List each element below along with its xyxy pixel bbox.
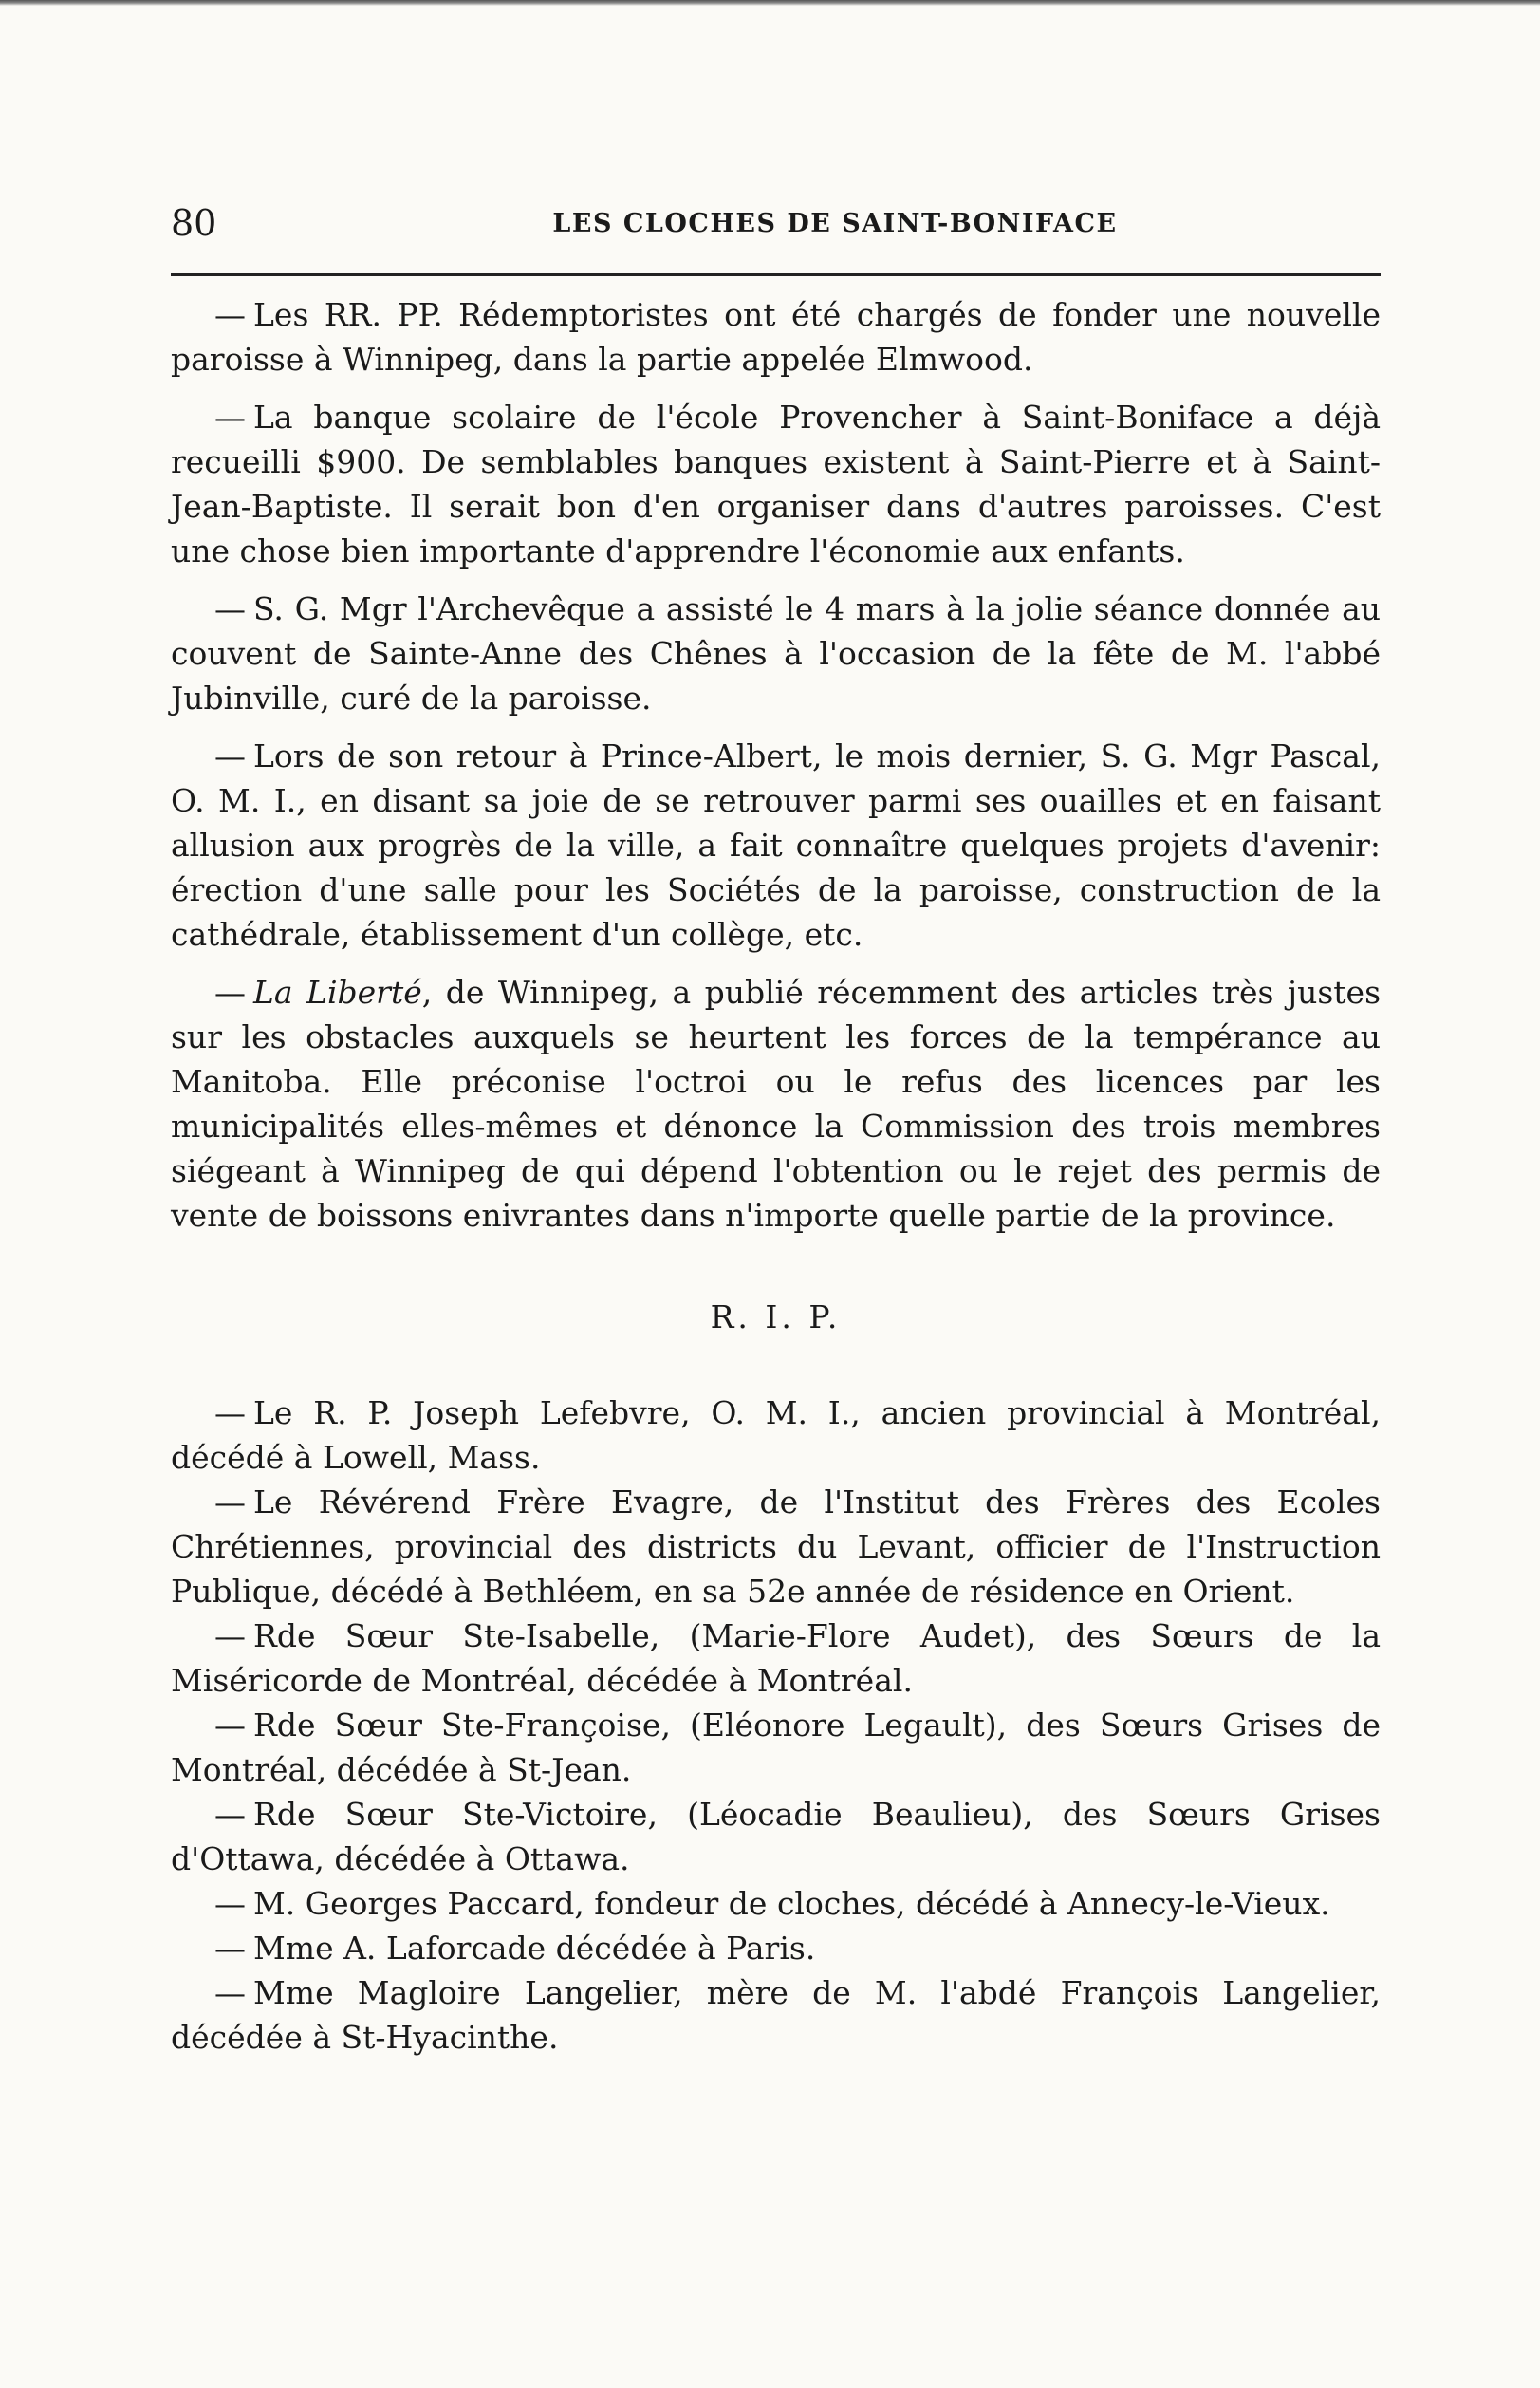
dash: — xyxy=(214,590,246,627)
newspaper-title: La Liberté xyxy=(253,974,422,1011)
scan-edge xyxy=(0,0,1540,6)
obituary-entry xyxy=(171,1390,1381,1480)
page-body xyxy=(171,292,1381,2060)
page-header xyxy=(171,199,1376,256)
entry-text: Rde Sœur Ste-Isabelle, (Marie-Flore Audet), des Sœurs de la Miséricorde de Montréal, décédée à Montréal. xyxy=(171,1617,1381,1699)
obituary-entry xyxy=(171,1614,1381,1703)
entry-text: Rde Sœur Ste-Françoise, (Eléonore Legault), des Sœurs Grises de Montréal, décédée à St-Jean. xyxy=(171,1707,1381,1788)
obituary-entry xyxy=(171,1926,1381,1970)
obituary-entry xyxy=(171,1970,1381,2060)
paragraph-text: S. G. Mgr l'Archevêque a assisté le 4 mars à la jolie séance donnée au couvent de Sainte-Anne des Chênes à l'occasion de la fête de M. l'abbé Jubinville, curé de la paroisse. xyxy=(171,590,1381,717)
entry-text: Rde Sœur Ste-Victoire, (Léocadie Beaulieu), des Sœurs Grises d'Ottawa, décédée à Ottawa. xyxy=(171,1796,1381,1877)
entry-text: M. Georges Paccard, fondeur de cloches, décédé à Annecy-le-Vieux. xyxy=(253,1885,1330,1922)
dash: — xyxy=(214,974,246,1011)
dash: — xyxy=(214,1617,246,1654)
dash: — xyxy=(214,1885,246,1922)
entry-text: Le Révérend Frère Evagre, de l'Institut des Frères des Ecoles Chrétiennes, provincial des districts du Levant, officier de l'Instruction Publique, décédé à Bethléem, en sa 52e année de résidence en Orient. xyxy=(171,1483,1381,1610)
dash: — xyxy=(214,1483,246,1520)
dash: — xyxy=(214,1796,246,1833)
obituary-entry xyxy=(171,1480,1381,1614)
running-title: LES CLOCHES DE SAINT-BONIFACE xyxy=(552,209,1118,238)
obituary-entry xyxy=(171,1703,1381,1792)
paragraph-la-liberte xyxy=(171,970,1381,1238)
dash: — xyxy=(214,1974,246,2011)
dash: — xyxy=(214,296,246,333)
paragraph-text: Lors de son retour à Prince-Albert, le mois dernier, S. G. Mgr Pascal, O. M. I., en disant sa joie de se retrouver parmi ses ouailles et en faisant allusion aux progrès de la ville, a fait connaître quelques projets d'avenir: érection d'une salle pour les Sociétés de la paroisse, construction de la cathédrale, établissement d'un collège, etc. xyxy=(171,737,1381,953)
entry-text: Le R. P. Joseph Lefebvre, O. M. I., ancien provincial à Montréal, décédé à Lowell, Mass. xyxy=(171,1394,1381,1476)
dash: — xyxy=(214,1930,246,1967)
dash: — xyxy=(214,1394,246,1431)
paragraph-banque-scolaire xyxy=(171,395,1381,573)
paragraph-text: La banque scolaire de l'école Provencher à Saint-Boniface a déjà recueilli $900. De semblables banques existent à Saint-Pierre et à Saint-Jean-Baptiste. Il serait bon d'en organiser dans d'autres paroisses. C'est une chose bien importante d'apprendre l'économie aux enfants. xyxy=(171,399,1381,569)
header-rule xyxy=(171,273,1381,276)
page-number: 80 xyxy=(171,202,217,244)
obituary-entry xyxy=(171,1792,1381,1881)
paragraph-seance xyxy=(171,587,1381,720)
paragraph-redemptoristes xyxy=(171,292,1381,382)
entry-text: Mme Magloire Langelier, mère de M. l'abdé François Langelier, décédée à St-Hyacinthe. xyxy=(171,1974,1381,2056)
paragraph-text: Les RR. PP. Rédemptoristes ont été chargés de fonder une nouvelle paroisse à Winnipeg, dans la partie appelée Elmwood. xyxy=(171,296,1381,378)
dash: — xyxy=(214,399,246,436)
entry-text: Mme A. Laforcade décédée à Paris. xyxy=(253,1930,816,1967)
obituary-entry xyxy=(171,1881,1381,1926)
paragraph-prince-albert xyxy=(171,734,1381,957)
paragraph-text: , de Winnipeg, a publié récemment des articles très justes sur les obstacles auxquels se heurtent les forces de la tempérance au Manitoba. Elle préconise l'octroi ou le refus des licences par les municipalités elles-mêmes et dénonce la Commission des trois membres siégeant à Winnipeg de qui dépend l'obtention ou le rejet des permis de vente de boissons enivrantes dans n'importe quelle partie de la province. xyxy=(171,974,1382,1234)
dash: — xyxy=(214,1707,246,1744)
rip-heading: R. I. P. xyxy=(710,1298,842,1335)
dash: — xyxy=(214,737,246,774)
obituary-list xyxy=(171,1390,1381,2060)
